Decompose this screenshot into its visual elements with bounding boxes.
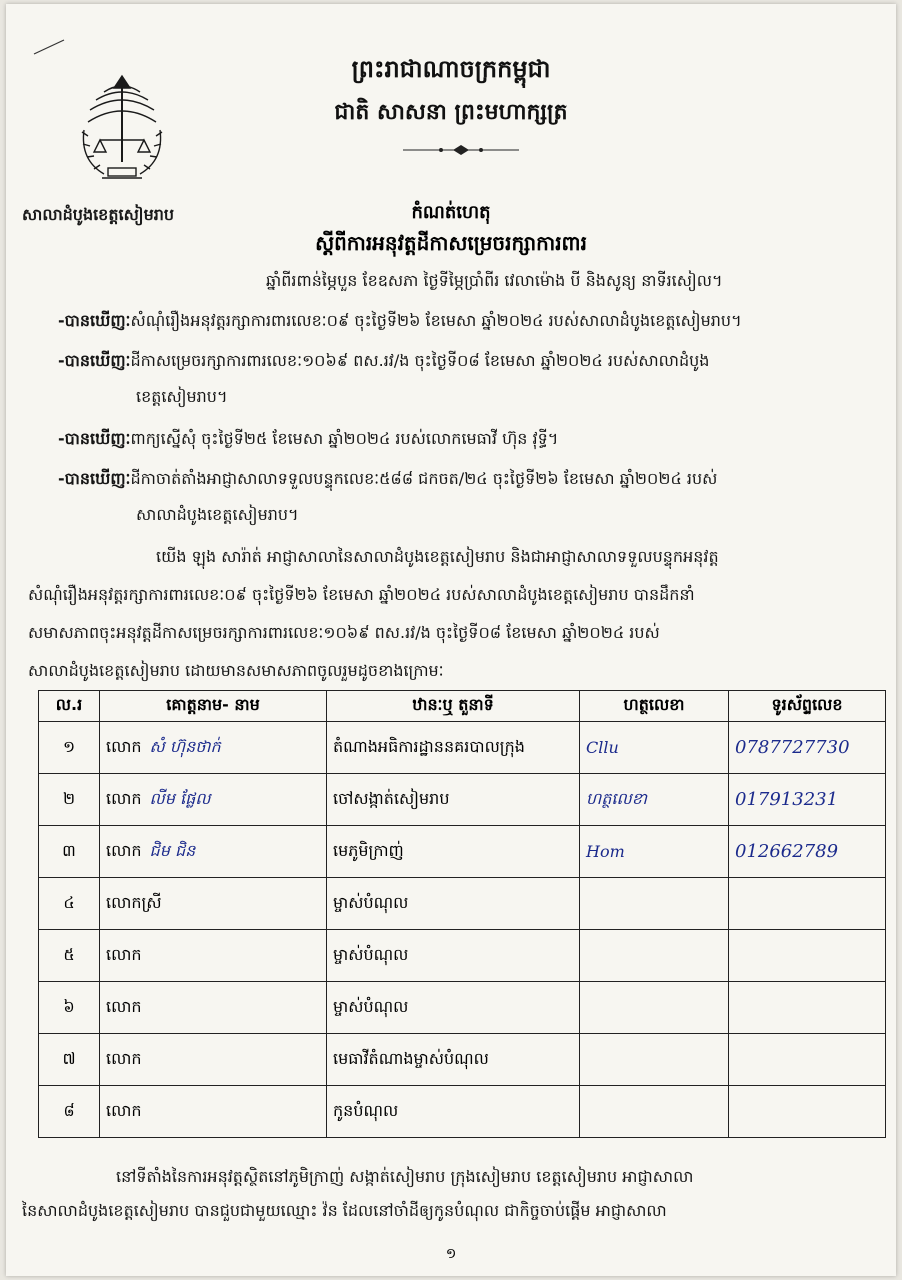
body-paragraph-line-2: សំណុំរឿងអនុវត្តរក្សាការពារលេខៈ០៩ ចុះថ្ងៃទី២៦ ខែមេសា ឆ្នាំ២០២៤ របស់សាលាដំបូងខេត្តសៀមរាប បានដឹកនាំ xyxy=(28,585,695,604)
table-row xyxy=(39,1034,886,1086)
participant-name-cell xyxy=(100,1034,327,1086)
phone-cell: 0787727730 xyxy=(729,722,886,774)
signature-cell: Hom xyxy=(580,826,729,878)
participant-role: កូនបំណុល xyxy=(327,1086,580,1138)
reference-text: ពាក្យស្នើសុំ ចុះថ្ងៃទី២៥ ខែមេសា ឆ្នាំ២០២៤ របស់លោកមេធាវី ហ៊ុន វុទ្ធី។ xyxy=(130,429,559,448)
document-page xyxy=(6,4,896,1276)
phone-cell xyxy=(729,930,886,982)
page-number: ១ xyxy=(445,1246,457,1262)
phone-cell xyxy=(729,878,886,930)
honorific: លោក xyxy=(106,996,142,1016)
signature-cell xyxy=(580,878,729,930)
handwritten-name: ជិម ជិន xyxy=(149,840,196,860)
column-header-phone: ទូរស័ព្ទលេខ xyxy=(729,691,886,722)
reference-4 xyxy=(58,468,717,492)
signature-cell xyxy=(580,930,729,982)
national-motto: ជាតិ សាសនា ព្រះមហាក្សត្រ xyxy=(334,100,568,125)
reference-text: ដីកាសម្រេចរក្សាការពារលេខៈ១០៦៩ ពស.រវ/ង ចុះថ្ងៃទី០៨ ខែមេសា ឆ្នាំ២០២៤ របស់សាលាដំបូង xyxy=(130,351,710,370)
signature-cell xyxy=(580,1034,729,1086)
participant-role: មេភូមិក្រាញ់ xyxy=(327,826,580,878)
participant-name-cell xyxy=(100,1086,327,1138)
participant-role: តំណាងអធិការដ្ឋាននគរបាលក្រុង xyxy=(327,722,580,774)
phone-cell: 017913231 xyxy=(729,774,886,826)
body-paragraph-line-1: យើង ឡុង សារ៉ាត់ អាជ្ញាសាលានៃសាលាដំបូងខេត្តសៀមរាប និងជាអាជ្ញាសាលាទទួលបន្ទុកអនុវត្ត xyxy=(156,547,719,566)
table-row xyxy=(39,930,886,982)
handwritten-name: លីម ផ្លែល xyxy=(149,788,211,808)
participant-role: ម្ចាស់បំណុល xyxy=(327,982,580,1034)
signature-cell xyxy=(580,982,729,1034)
honorific: លោកស្រី xyxy=(106,892,162,912)
row-number: ៨ xyxy=(39,1086,100,1138)
reference-1 xyxy=(58,310,742,334)
phone-cell xyxy=(729,1034,886,1086)
table-row xyxy=(39,878,886,930)
kingdom-heading: ព្រះរាជាណាចក្រកម្ពុជា xyxy=(351,55,551,83)
table-row xyxy=(39,722,886,774)
reference-2 xyxy=(58,350,709,374)
decorative-divider-icon xyxy=(401,144,521,156)
honorific: លោក xyxy=(106,1048,142,1068)
footer-paragraph-line-2: នៃសាលាដំបូងខេត្តសៀមរាប បានជួបជាមួយឈ្មោះ វ៉ន ដែលនៅចាំដីឲ្យកូនបំណុល ជាកិច្ចចាប់ផ្តើម អាជ្ញាសាលា xyxy=(22,1201,667,1220)
row-number: ៤ xyxy=(39,878,100,930)
reference-3 xyxy=(58,428,558,452)
signature-cell: Cllu xyxy=(580,722,729,774)
reference-label: -បានឃើញៈ xyxy=(58,469,131,488)
handwritten-name: សំ ហ៊ុនថាក់ xyxy=(149,736,221,756)
row-number: ៥ xyxy=(39,930,100,982)
issuing-court-name: សាលាដំបូងខេត្តសៀមរាប xyxy=(22,205,175,224)
signature-cell xyxy=(580,1086,729,1138)
row-number: ៣ xyxy=(39,826,100,878)
participant-name-cell xyxy=(100,878,327,930)
reference-4-continued: សាលាដំបូងខេត្តសៀមរាប។ xyxy=(136,505,299,524)
reference-label: -បានឃើញៈ xyxy=(58,351,131,370)
reference-label: -បានឃើញៈ xyxy=(58,429,131,448)
honorific: លោក xyxy=(106,736,142,756)
reference-text: សំណុំរឿងអនុវត្តរក្សាការពារលេខៈ០៩ ចុះថ្ងៃទី២៦ ខែមេសា ឆ្នាំ២០២៤ របស់សាលាដំបូងខេត្តសៀមរាប។ xyxy=(130,311,742,330)
participant-role: មេធាវីតំណាងម្ចាស់បំណុល xyxy=(327,1034,580,1086)
row-number: ២ xyxy=(39,774,100,826)
participants-table xyxy=(38,690,886,1138)
reference-label: -បានឃើញៈ xyxy=(58,311,131,330)
document-subtitle: ស្តីពីការអនុវត្តដីកាសម្រេចរក្សាការពារ xyxy=(315,231,587,255)
table-row xyxy=(39,1086,886,1138)
reference-text: ដីកាចាត់តាំងអាជ្ញាសាលាទទួលបន្ទុកលេខៈ៥៨៨ ជកចត/២៤ ចុះថ្ងៃទី២៦ ខែមេសា ឆ្នាំ២០២៤ របស់ xyxy=(130,469,718,488)
reference-2-continued: ខេត្តសៀមរាប។ xyxy=(136,387,228,406)
participant-name-cell xyxy=(100,982,327,1034)
date-line: ឆ្នាំពីរពាន់ម្ភៃបួន ខែឧសភា ថ្ងៃទីម្ភៃប្រាំពីរ វេលាម៉ោង បី និងសូន្យ នាទីរសៀល។ xyxy=(266,271,723,290)
column-header-signature: ហត្ថលេខា xyxy=(580,691,729,722)
honorific: លោក xyxy=(106,944,142,964)
body-paragraph-line-3: សមាសភាពចុះអនុវត្តដីកាសម្រេចរក្សាការពារលេខៈ១០៦៩ ពស.រវ/ង ចុះថ្ងៃទី០៨ ខែមេសា ឆ្នាំ២០២៤ របស់ xyxy=(28,623,660,642)
participant-name-cell xyxy=(100,774,327,826)
signature-cell: ហត្ថលេខា xyxy=(580,774,729,826)
participant-role: ម្ចាស់បំណុល xyxy=(327,878,580,930)
column-header-name: គោត្តនាម- នាម xyxy=(100,691,327,722)
footer-paragraph-line-1: នៅទីតាំងនៃការអនុវត្តស្ថិតនៅភូមិក្រាញ់ សង្កាត់សៀមរាប ក្រុងសៀមរាប ខេត្តសៀមរាប អាជ្ញាសាលា xyxy=(116,1167,694,1186)
participant-role: ម្ចាស់បំណុល xyxy=(327,930,580,982)
phone-cell: 012662789 xyxy=(729,826,886,878)
body-paragraph-line-4: សាលាដំបូងខេត្តសៀមរាប ដោយមានសមាសភាពចូលរួមដូចខាងក្រោមៈ xyxy=(28,661,444,680)
row-number: ៧ xyxy=(39,1034,100,1086)
participant-name-cell xyxy=(100,826,327,878)
table-row xyxy=(39,774,886,826)
honorific: លោក xyxy=(106,1100,142,1120)
participant-role: ចៅសង្កាត់សៀមរាប xyxy=(327,774,580,826)
document-title: កំណត់ហេតុ xyxy=(411,202,491,223)
table-header-row xyxy=(39,691,886,722)
participant-name-cell xyxy=(100,930,327,982)
column-header-role: ឋានៈឬ តួនាទី xyxy=(327,691,580,722)
honorific: លោក xyxy=(106,840,142,860)
honorific: លោក xyxy=(106,788,142,808)
table-row xyxy=(39,826,886,878)
row-number: ៦ xyxy=(39,982,100,1034)
phone-cell xyxy=(729,982,886,1034)
row-number: ១ xyxy=(39,722,100,774)
phone-cell xyxy=(729,1086,886,1138)
column-header-number: ល.រ xyxy=(39,691,100,722)
participant-name-cell xyxy=(100,722,327,774)
table-row xyxy=(39,982,886,1034)
